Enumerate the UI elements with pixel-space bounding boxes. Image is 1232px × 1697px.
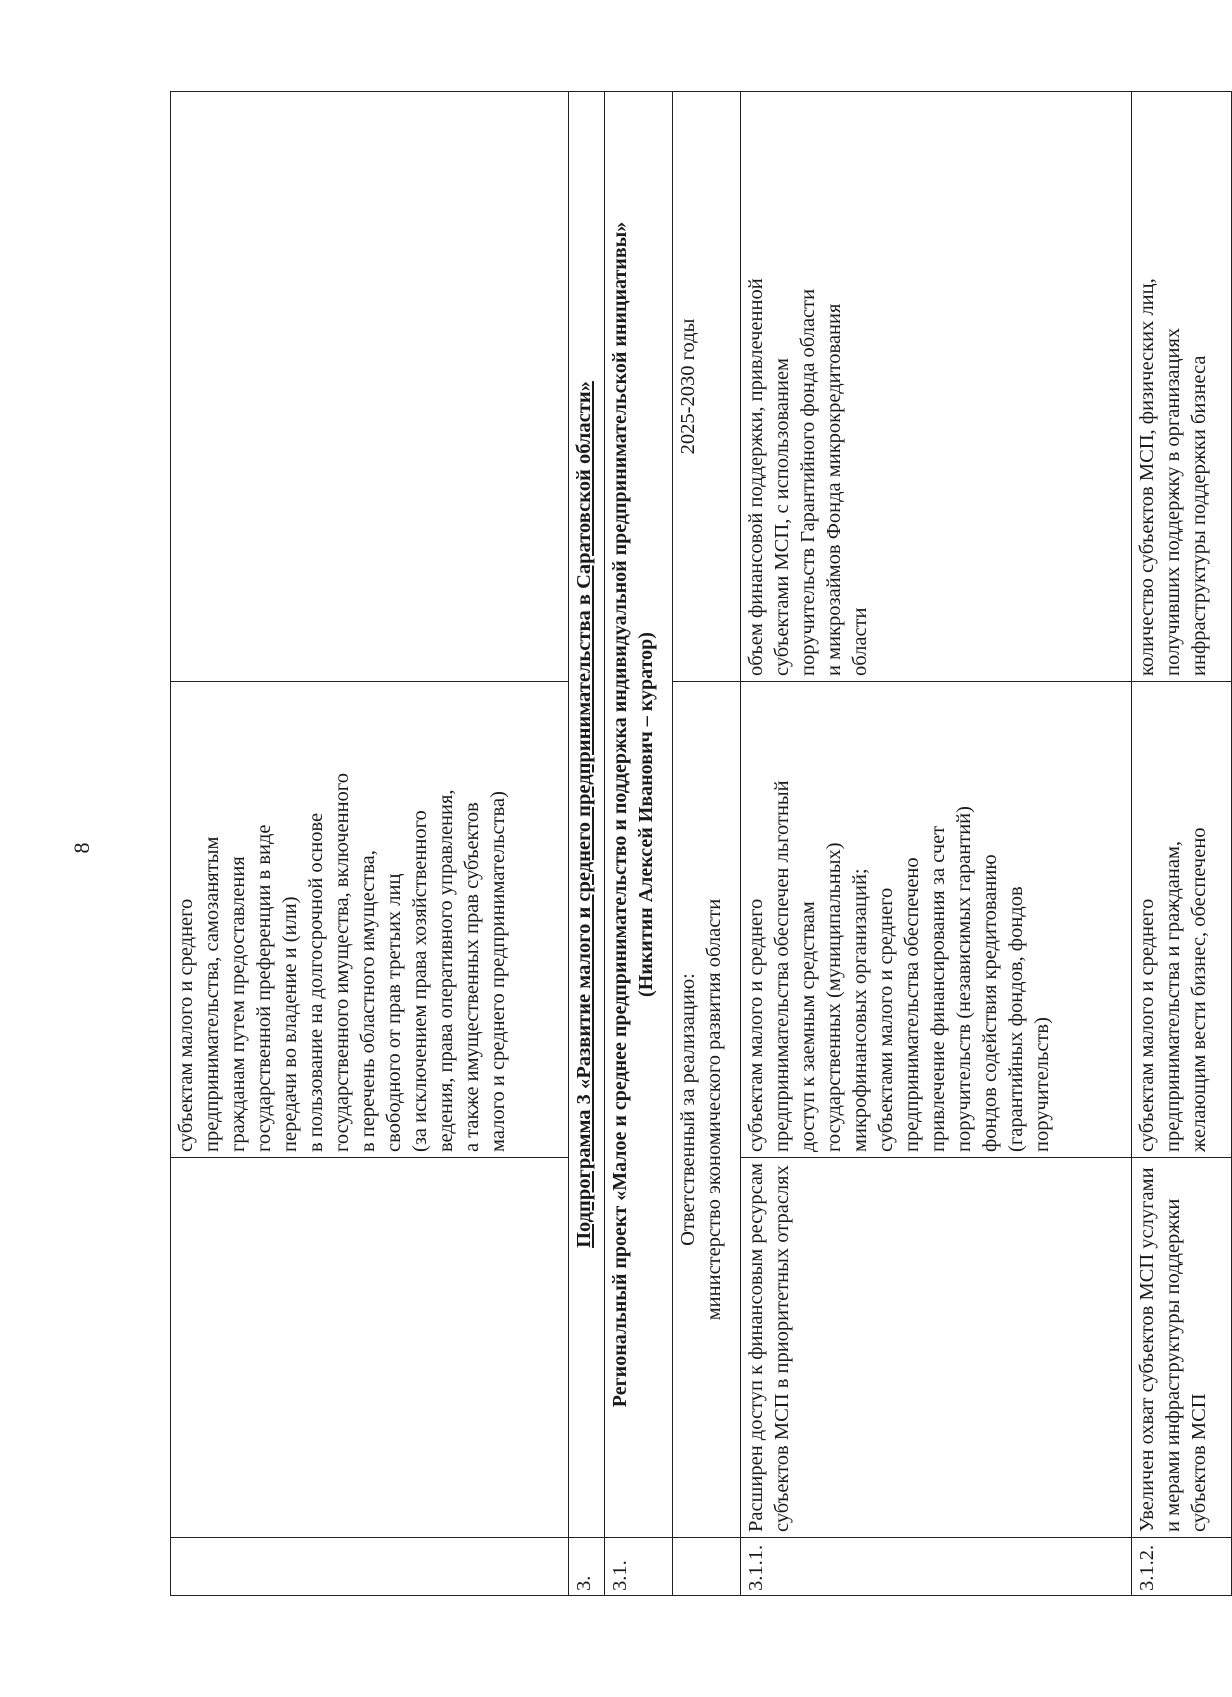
responsible-value: министерство экономического развития области [702,898,725,1321]
project-title: Региональный проект «Малое и среднее предпринимательство и поддержка индивидуальной предпринимательской инициативы» (Никитин Алексей Иванович – куратор) [605,92,673,1538]
row-number: 3.1.1. [740,1538,1132,1596]
table-row-continuation [171,92,569,1596]
responsible-label: Ответственный за реализацию: [676,973,699,1246]
table-row-project [605,92,673,1596]
cell-effect-continuation: субъектам малого и среднего предпринимательства, самозанятым гражданам путем предоставления государственной преференции в виде передачи во владение и (или) в пользование на долгосрочной основе государственного имущества, включенного в перечень областного имущества, свободного от прав третьих лиц (за исключением права хозяйственного ведения, права оперативного управления, а также имущественных прав субъектов малого и среднего предпринимательства) [171,682,569,1158]
measures-table [170,91,1232,1596]
cell-number-empty [171,1538,569,1596]
subprogram-title: Подпрограмма 3 «Развитие малого и среднего предпринимательства в Саратовской области» [569,92,605,1538]
row-effect: субъектам малого и среднего предпринимательства и гражданам, желающим вести бизнес, обеспечено [1132,682,1232,1158]
row-task: Увеличен охват субъектов МСП услугами и мерами инфраструктуры поддержки субъектов МСП [1132,1158,1232,1538]
cell-empty [672,1538,740,1596]
row-number: 3.1.2. [1132,1538,1232,1596]
document-table-container [170,92,1232,1596]
responsible-period: 2025-2030 годы [672,92,740,682]
row-indicator: объем финансовой поддержки, привлеченной субъектами МСП, с использованием поручительств Гарантийного фонда области и микрозаймов Фонда микрокредитования области [740,92,1132,682]
cell-task-empty [171,1158,569,1538]
responsible-cell [672,682,740,1538]
row-task: Расширен доступ к финансовым ресурсам субъектов МСП в приоритетных отраслях [740,1158,1132,1538]
row-effect: субъектам малого и среднего предпринимательства обеспечен льготный доступ к заемным средствам государственных (муниципальных) микрофинансовых организаций; субъектами малого и среднего предпринимательства обеспечено привлечение финансирования за счет поручительств (независимых гарантий) фондов содействия кредитованию (гарантийных фондов, фондов поручительств) [740,682,1132,1158]
row-indicator: количество субъектов МСП, физических лиц, получивших поддержку в организациях инфраструктуры поддержки бизнеса [1132,92,1232,682]
table-row-subprogram [569,92,605,1596]
table-row [1132,92,1232,1596]
subprogram-number: 3. [569,1538,605,1596]
cell-indicator-empty [171,92,569,682]
table-row [740,92,1132,1596]
table-row-responsible [672,92,740,1596]
project-number: 3.1. [605,1538,673,1596]
page-number: 8 [69,842,94,854]
